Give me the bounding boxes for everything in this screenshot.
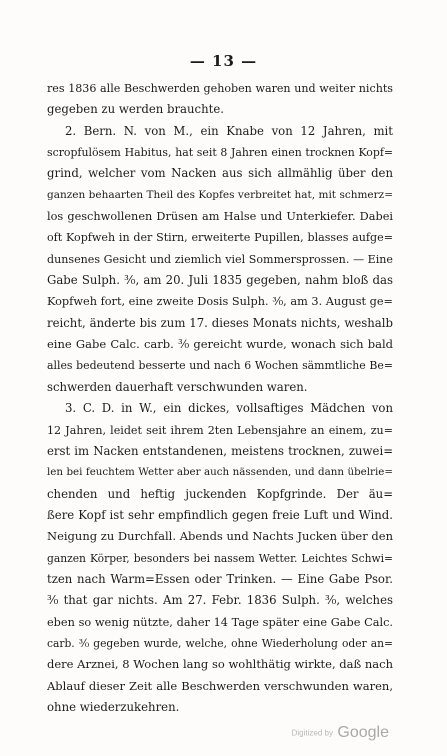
text-line: carb. ³⁄₀ gegeben wurde, welche, ohne Wiederholung oder an= (47, 636, 393, 650)
google-logo-text: Google (337, 724, 389, 741)
text-line: tzen nach Warm=Essen oder Trinken. — Eine Gabe Psor. (47, 571, 393, 586)
text-line: scropfulösem Habitus, hat seit 8 Jahren einen trocknen Kopf= (47, 146, 393, 160)
text-line: alles bedeutend besserte und nach 6 Wochen sämmtliche Be= (47, 359, 393, 373)
text-line: Ablauf dieser Zeit alle Beschwerden verschwunden waren, (47, 678, 393, 693)
text-line: ohne wiederzukehren. (47, 699, 180, 714)
text-line: ganzen behaarten Theil des Kopfes verbreitet hat, mit schmerz= (47, 188, 393, 201)
text-line: dunsenes Gesicht und ziemlich viel Sommersprossen. — Eine (47, 252, 393, 266)
page-number: — 13 — (189, 52, 258, 70)
text-line: eine Gabe Calc. carb. ³⁄₀ gereicht wurde, wonach sich bald (47, 337, 393, 352)
digitization-watermark (292, 724, 389, 742)
text-line: res 1836 alle Beschwerden gehoben waren und weiter nichts (47, 82, 393, 95)
text-line: Gabe Sulph. ³⁄₀, am 20. Juli 1835 gegeben, nahm bloß das (47, 273, 393, 288)
text-line: ßere Kopf ist sehr empfindlich gegen freie Luft und Wind. (47, 507, 393, 522)
body-text (47, 78, 393, 718)
text-line: 12 Jahren, leidet seit ihrem 2ten Lebensjahre an einem, zu= (47, 423, 393, 437)
digitized-by-label: Digitized by (291, 728, 333, 738)
text-line: los geschwollenen Drüsen am Halse und Unterkiefer. Dabei (47, 210, 393, 224)
text-line: grind, welcher vom Nacken aus sich allmählig über den (47, 166, 393, 181)
text-line: len bei feuchtem Wetter aber auch nässenden, und dann übelrie= (47, 466, 393, 479)
text-line: ³⁄₀ that gar nichts. Am 27. Febr. 1836 Sulph. ³⁄₀, welches (47, 593, 393, 608)
text-line: schwerden dauerhaft verschwunden waren. (47, 379, 308, 394)
text-line: oft Kopfweh in der Stirn, erweiterte Pupillen, blasses aufge= (47, 231, 393, 245)
text-line: dere Arznei, 8 Wochen lang so wohlthätig wirkte, daß nach (47, 657, 393, 672)
text-line: reicht, änderte bis zum 17. dieses Monats nichts, weshalb (47, 315, 393, 330)
text-line: erst im Nacken entstandenen, meistens trocknen, zuwei= (47, 443, 393, 458)
text-line: gegeben zu werden brauchte. (47, 102, 224, 117)
text-line: chenden und heftig juckenden Kopfgrinde. Der äu= (47, 486, 393, 501)
text-line: 3. C. D. in W., ein dickes, vollsaftiges Mädchen von (65, 401, 393, 416)
text-line: 2. Bern. N. von M., ein Knabe von 12 Jahren, mit (65, 123, 393, 138)
text-line: ganzen Körper, besonders bei nassem Wetter. Leichtes Schwi= (47, 551, 393, 565)
text-line: eben so wenig nützte, daher 14 Tage später eine Gabe Calc. (47, 615, 393, 629)
text-line: Neigung zu Durchfall. Abends und Nachts Jucken über den (47, 529, 393, 544)
text-line: Kopfweh fort, eine zweite Dosis Sulph. ³⁄₀, am 3. August ge= (47, 295, 393, 309)
